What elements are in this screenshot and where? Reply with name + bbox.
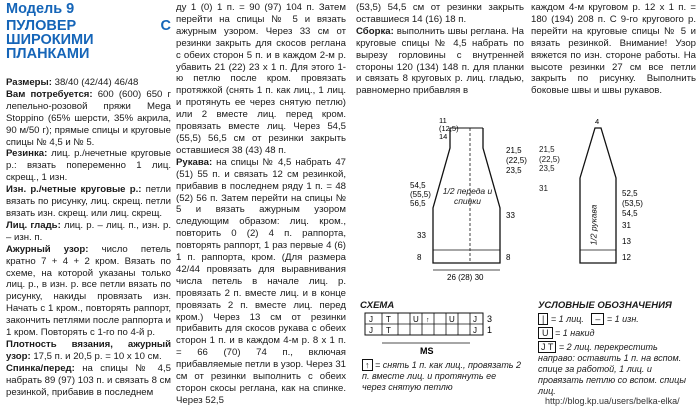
paragraph: каждом 4-м круговом р. 12 х 1 п. = 180 (194) 208 п. С 9-го кругового р. перейти на круговые спицы № 5 и вязать резинкой. Внимание! Узор вяжется по изн. стороне работы. На высоте резинки 27 см все петли закрыть по рисунку. Выполнить боковые швы и швы рукавов. xyxy=(531,2,696,97)
dim-top-c: 14 xyxy=(439,132,448,141)
column-4 xyxy=(531,2,696,97)
scheme-legend: ↑ = снять 1 п. как лиц., провязать 2 п. вместе лиц. и протянуть ее через снятую петлю xyxy=(362,360,522,392)
dim-left-d: 33 xyxy=(417,231,426,240)
sleeve-right-e: 13 xyxy=(622,237,631,246)
paragraph: Рукава: на спицы № 4,5 набрать 47 (51) 55 п. и связать 12 см резинкой, прибавив в последнем ряду 1 п. = 48 (52) 56 п. Затем перейти на спицы № 5 и вязать ажурным узором следующим образом: лиц. кром., повторить 0 (2) 4 п. раппорта, повторять раппорт, 1 раз первые 4 (6) 1 п. раппорта, кром. (Для размера 42/44 провязать для выравнивания числа петель в начале лиц. р. провязать 2 п. вместе лиц. и в конце провязать 2 п. вместе лиц. перед кром.) Через 13 см от резинки прибавить для скосов рукава с обеих сторон 1 п. и в каждом 4-м р. 8 х 1 п. = 66 (70) 74 п., включая прибавляемые петли в узор. Через 31 см от резинки выполнить с обеих сторон скосы реглана, как на спинке. Через 52,5 xyxy=(176,156,346,406)
svg-text:J: J xyxy=(369,315,373,324)
body-label: 1/2 переда и спинки xyxy=(442,186,493,206)
dim-left-b: (55,5) xyxy=(410,190,431,199)
dim-right-c: 23,5 xyxy=(506,166,522,175)
dim-right-e: 8 xyxy=(506,253,511,262)
column-2 xyxy=(176,2,346,407)
dim-top-b: (12,5) xyxy=(439,124,459,133)
dim-right-b: (22,5) xyxy=(506,156,527,165)
paragraph: Сборка: выполнить швы реглана. На круговые спицы № 4,5 набрать по вырезу горловины с внутренней стороны 120 (134) 148 п. для планки и связать 8 круговых р. лиц. гладью, равномерно прибавляя в xyxy=(356,25,524,97)
model-title: ПУЛОВЕР С ШИРОКИМИ ПЛАНКАМИ xyxy=(6,18,171,62)
legend-list: | = 1 лиц. – = 1 изн. U = 1 накид J T = 2 лиц. перекрестить направо: оставить 1 п. на вспом. спице за работой, 1 лиц. и провязать петлю со вспом. спицы лиц. xyxy=(538,314,686,396)
dim-bottom: 26 (28) 30 xyxy=(447,273,484,282)
svg-text:J: J xyxy=(473,315,477,324)
dim-top-a: 11 xyxy=(439,118,447,125)
paragraph: ду 1 (0) 1 п. = 90 (97) 104 п. Затем перейти на спицы № 5 и вязать ажурным узором. Через 33 см от резинки закрыть для скосов реглана с обеих сторон 5 п. и в каждом 2-м р. убавить 21 (22) 23 х 1 п. Для этого 1-ю петлю после кром. провязать протяжкой (снять 1 п. как лиц., 1 лиц. и протянуть ее через снятую петлю) или 2 вместе лиц. перед кром. провязать вместе лиц. Через 54,5 (55,5) 56,5 см от резинки закрыть оставшиеся 38 (43) 48 п. xyxy=(176,2,346,156)
paragraph: Плотность вязания, ажурный узор: 17,5 п. и 20,5 р. = 10 х 10 см. xyxy=(6,338,171,362)
scheme-row-1: 1 xyxy=(487,325,493,335)
dim-left-c: 56,5 xyxy=(410,199,426,208)
sleeve-label: 1/2 рукава xyxy=(588,204,599,246)
legend-title: УСЛОВНЫЕ ОБОЗНАЧЕНИЯ xyxy=(538,300,672,311)
sleeve-right-b: (53,5) xyxy=(622,199,643,208)
svg-text:J: J xyxy=(369,326,373,335)
svg-text:U: U xyxy=(449,315,455,324)
paragraph: Вам потребуется: 600 (600) 650 г лепельно-розовой пряжи Mega Stoppino (65% шерсти, 35% акрила, 90 м/50 г); прямые спицы и круговые спицы № 4,5 и № 5. xyxy=(6,88,171,148)
sleeve-right-d: 31 xyxy=(622,221,631,230)
paragraph: Резинка: лиц. р./нечетные круговые р.: вязать попеременно 1 лиц. скрещ., 1 изн. xyxy=(6,148,171,184)
model-number: Модель 9 xyxy=(6,1,75,17)
scheme-title: СХЕМА xyxy=(360,300,395,311)
paragraph: Изн. р./четные круговые р.: петли вязать по рисунку, лиц. скрещ. петли вязать изн. скрещ. или лиц. скрещ. xyxy=(6,184,171,219)
paragraph: (53,5) 54,5 см от резинки закрыть оставшиеся 14 (16) 18 п. xyxy=(356,2,524,25)
svg-text:↑: ↑ xyxy=(426,317,430,324)
sleeve-right-a: 52,5 xyxy=(622,189,638,198)
scheme-grid xyxy=(360,310,510,360)
dim-left-a: 54,5 xyxy=(410,181,426,190)
dim-left-e: 8 xyxy=(417,253,422,262)
sleeve-schematic xyxy=(568,118,653,293)
column-1 xyxy=(6,2,171,398)
sleeve-right-c: 54,5 xyxy=(622,209,638,218)
svg-text:J: J xyxy=(473,326,477,335)
column-3 xyxy=(356,2,524,97)
paragraph: Ажурный узор: число петель кратно 7 + 4 + 2 кром. Вязать по схеме, на которой указаны только лиц. р., в изн. р. все петли вязать по рисунку, накиды провязать изн. Начать с 1 кром., повторять раппорт, закончить петлями после раппорта и 1 кром. Повторять с 1-го по 4-й р. xyxy=(6,243,171,339)
sleeve-top: 4 xyxy=(595,118,600,126)
dim-right-a: 21,5 xyxy=(506,146,522,155)
dim-right-d: 33 xyxy=(506,211,515,220)
paragraph: Спинка/перед: на спицы № 4,5 набрать 89 (97) 103 п. и связать 8 см резинкой, прибавив в последнем xyxy=(6,362,171,398)
paragraph: Лиц. гладь: лиц. р. – лиц. п., изн. р. – изн. п. xyxy=(6,219,171,243)
sleeve-left-dims: 21,5 (22,5) 23,5 31 xyxy=(539,145,560,193)
svg-text:U: U xyxy=(413,315,419,324)
svg-text:T: T xyxy=(386,326,391,335)
scheme-repeat-label: MS xyxy=(420,346,434,356)
sleeve-right-f: 12 xyxy=(622,253,631,262)
source-url: http://blog.kp.ua/users/belka-elka/ xyxy=(545,396,680,406)
svg-text:T: T xyxy=(386,315,391,324)
paragraph: Размеры: 38/40 (42/44) 46/48 xyxy=(6,77,139,88)
scheme-row-3: 3 xyxy=(487,314,493,324)
